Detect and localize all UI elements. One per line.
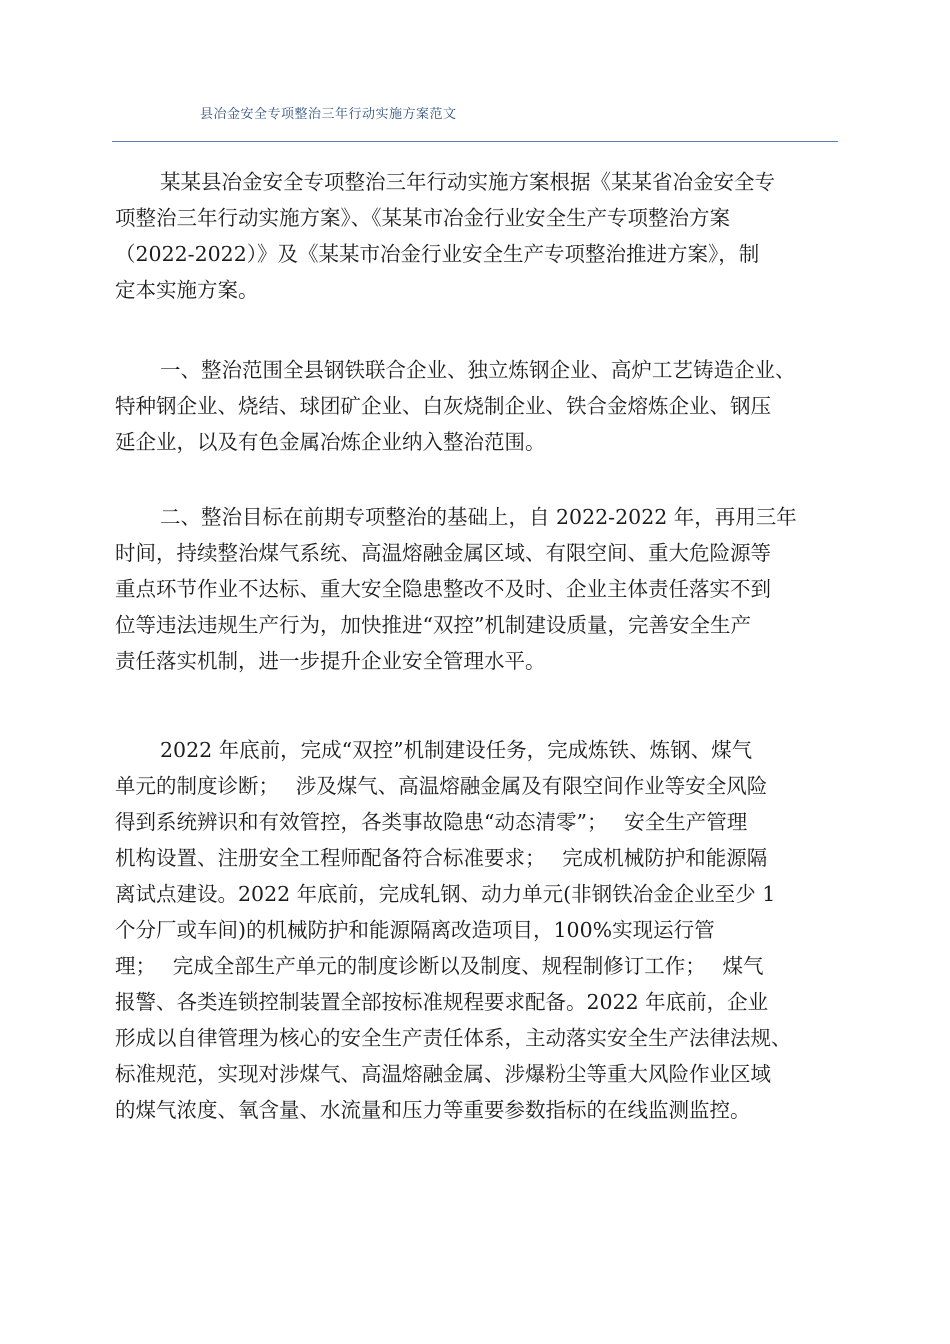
paragraph-line: 得到系统辨识和有效管控，各类事故隐患“动态清零”； 安全生产管理 [115,810,748,834]
paragraph-line: 一、整治范围全县钢铁联合企业、独立炼钢企业、高炉工艺铸造企业、 [160,358,796,382]
paragraph-line: 时间，持续整治煤气系统、高温熔融金属区域、有限空间、重大危险源等 [115,541,771,565]
paragraph-line: 重点环节作业不达标、重大安全隐患整改不及时、企业主体责任落实不到 [115,577,771,601]
paragraph-line: 的煤气浓度、氧含量、水流量和压力等重要参数指标的在线监测监控。 [115,1098,751,1122]
paragraph-scope [115,352,845,460]
paragraph-line: 延企业，以及有色金属冶炼企业纳入整治范围。 [115,430,546,454]
paragraph-line: 标准规范，实现对涉煤气、高温熔融金属、涉爆粉尘等重大风险作业区域 [115,1062,771,1086]
paragraph-line: 责任落实机制，进一步提升企业安全管理水平。 [115,649,546,673]
paragraph-line: 离试点建设。2022 年底前，完成轧钢、动力单元(非钢铁冶金企业至少 1 [115,882,776,906]
paragraph-line: 个分厂或车间)的机械防护和能源隔离改造项目，100%实现运行管 [115,918,715,942]
paragraph-line: 报警、各类连锁控制装置全部按标准规程要求配备。2022 年底前，企业 [115,990,769,1014]
paragraph-line: 二、整治目标在前期专项整治的基础上，自 2022-2022 年，再用三年 [160,505,797,529]
document-header-title: 县冶金安全专项整治三年行动实施方案范文 [200,107,457,122]
paragraph-goals [115,499,845,679]
paragraph-line: 项整治三年行动实施方案》、《某某市冶金行业安全生产专项整治方案 [115,206,730,230]
paragraph-line: （2022-2022）》及《某某市冶金行业安全生产专项整治推进方案》，制 [115,242,760,266]
paragraph-line: 某某县冶金安全专项整治三年行动实施方案根据《某某省冶金安全专 [160,170,775,194]
paragraph-line: 形成以自律管理为核心的安全生产责任体系，主动落实安全生产法律法规、 [115,1026,792,1050]
paragraph-line: 2022 年底前，完成“双控”机制建设任务，完成炼铁、炼钢、煤气 [160,738,753,762]
paragraph-intro [115,164,845,308]
paragraph-line: 特种钢企业、烧结、球团矿企业、白灰烧制企业、铁合金熔炼企业、钢压 [115,394,771,418]
paragraph-line: 机构设置、注册安全工程师配备符合标准要求； 完成机械防护和能源隔 [115,846,768,870]
header-divider [112,141,838,142]
paragraph-line: 定本实施方案。 [115,278,259,302]
paragraph-timeline [115,732,845,1128]
paragraph-line: 位等违法违规生产行为，加快推进“双控”机制建设质量，完善安全生产 [115,613,751,637]
paragraph-line: 单元的制度诊断； 涉及煤气、高温熔融金属及有限空间作业等安全风险 [115,774,768,798]
paragraph-line: 理； 完成全部生产单元的制度诊断以及制度、规程制修订工作； 煤气 [115,954,764,978]
